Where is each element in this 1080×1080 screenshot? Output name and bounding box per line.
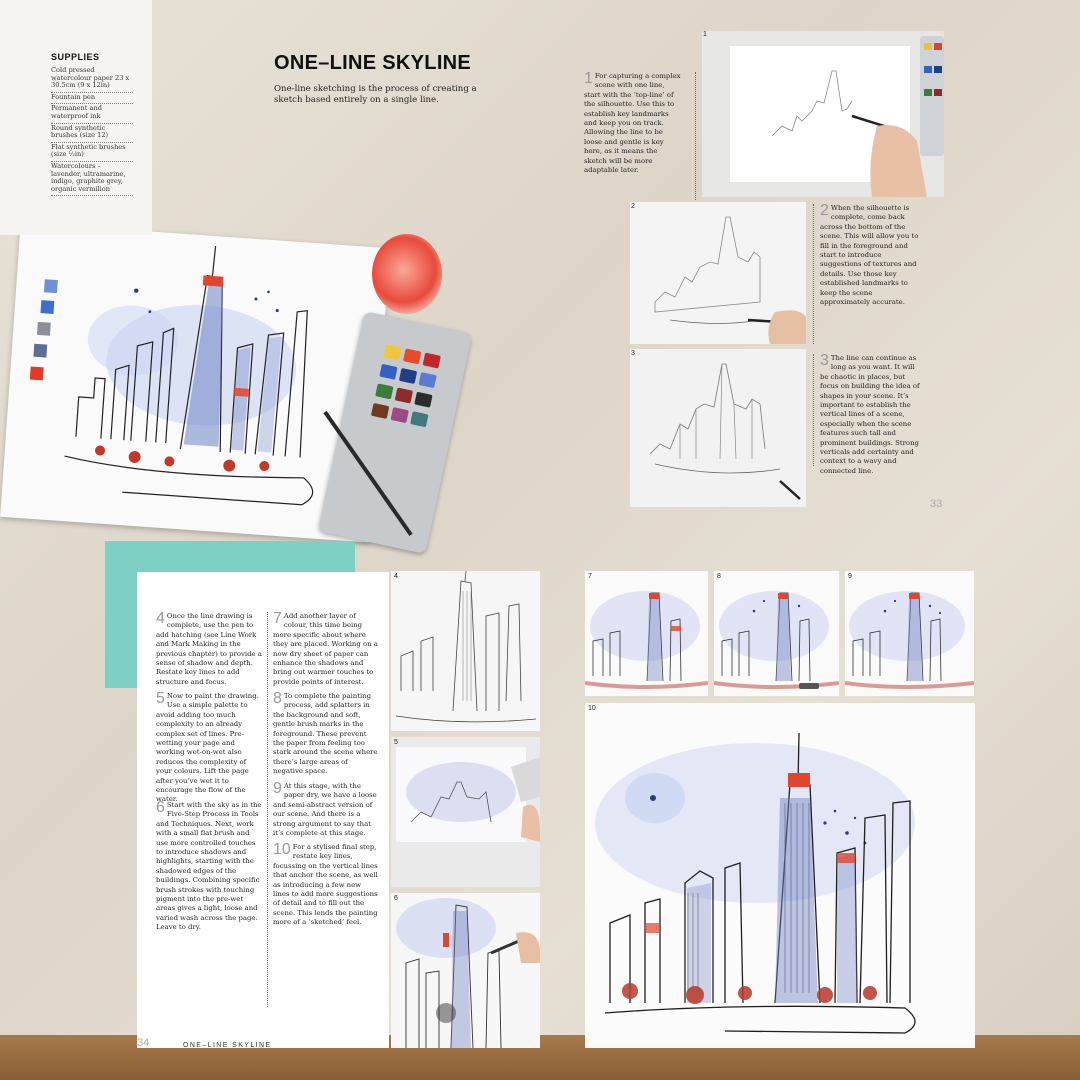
- step-text: Once the line drawing is complete, use the pen to add hatching (see Line Work and Mark Making in the previous chapter) to provide a sense of shadow and depth. Restate key lines to add structure and focus.: [156, 612, 262, 686]
- teal-brush-trail: [250, 541, 360, 573]
- supplies-item: Fountain pen: [51, 93, 133, 105]
- divider: [267, 612, 268, 1007]
- step-9: [273, 782, 379, 838]
- step-text: Add another layer of colour, this time being more specific about where they are placed. Working on a now dry sheet of paper can enhance the shadows and bring out warmer touches to provide points of interest.: [273, 612, 378, 686]
- step-text: Start with the sky as in the Five-Step Process in Tools and Techniques. Next, work with a small flat brush and use more controlled touches to introduce shadows and highlights, starting with the shadowed edges of the buildings. Combining specific brush strokes with touching pigment into the pre-wet areas gives a light, loose and varied wash across the page. Leave to dry.: [156, 801, 262, 932]
- step-text: Now to paint the drawing. Use a simple palette to avoid adding too much complexity to an already complex set of lines. Pre-wetting your page and working wet-on-wet also reduces the complexity of your colours. Lift the page after you’ve wet it to encourage the flow of the water.: [156, 692, 259, 804]
- water-jar: [372, 234, 435, 314]
- step-photo-5: 5: [391, 737, 540, 887]
- supplies-item: Cold pressed watercolour paper 23 x 30.5cm (9 x 12in): [51, 66, 133, 93]
- divider: [813, 354, 814, 466]
- step-4: [156, 612, 262, 687]
- step-number: 9: [273, 780, 282, 797]
- step-number: 1: [584, 70, 593, 87]
- divider: [695, 72, 696, 200]
- page-number-right: 33: [930, 498, 943, 510]
- step-2: [820, 204, 924, 307]
- opening-photo: [0, 0, 435, 540]
- step-number: 5: [156, 690, 165, 707]
- step-8: [273, 692, 379, 777]
- page-number-left: 34: [137, 1037, 150, 1049]
- step-3: [820, 354, 924, 476]
- step-photo-7: 7: [585, 571, 708, 696]
- step-number: 4: [156, 610, 165, 627]
- step-1: [584, 72, 682, 175]
- supplies-item: Permanent and waterproof ink: [51, 104, 133, 123]
- step-text: When the silhouette is complete, come back across the bottom of the scene. This will allow you to fill in the foreground and start to introduce suggestions of textures and details. Use those key established landmarks to keep the scene approximately accurate.: [820, 204, 919, 307]
- step-photo-9: 9: [845, 571, 974, 696]
- step-6: [156, 801, 262, 933]
- step-number: 10: [273, 841, 291, 858]
- step-text: At this stage, with the paper dry, we have a loose and semi-abstract version of our scene. And there is a strong argument to say that it’s complete at this stage.: [273, 782, 377, 838]
- step-number: 2: [820, 202, 829, 219]
- supplies-item: Flat synthetic brushes (size ½in): [51, 143, 133, 162]
- page-title: ONE–LINE SKYLINE: [274, 52, 472, 74]
- step-number: 3: [820, 352, 829, 369]
- step-photo-4: 4: [391, 571, 540, 731]
- supplies-item: Round synthetic brushes (size 12): [51, 124, 133, 143]
- step-photo-3: 3: [630, 349, 806, 507]
- step-number: 8: [273, 690, 282, 707]
- step-photo-6: 6: [391, 893, 540, 1048]
- step-number: 7: [273, 610, 282, 627]
- step-photo-1: 1: [702, 31, 944, 197]
- step-5: [156, 692, 262, 805]
- step-7: [273, 612, 379, 687]
- supplies-heading: SUPPLIES: [51, 52, 100, 62]
- step-text: To complete the painting process, add splatters in the background and soft, gentle brush marks in the foreground. These prevent the paper from feeling too stark around the scene where there’s large areas of negative space.: [273, 692, 378, 776]
- running-footer: ONE–LINE SKYLINE: [183, 1042, 272, 1049]
- divider: [813, 204, 814, 344]
- intro-text: One-line sketching is the process of creating a sketch based entirely on a single line.: [274, 84, 477, 105]
- step-photo-8: 8: [714, 571, 839, 696]
- step-photo-10: 10: [585, 703, 975, 1048]
- step-10: [273, 843, 379, 928]
- step-photo-2: 2: [630, 202, 806, 344]
- step-text: For capturing a complex scene with one line, start with the ‘top-line’ of the silhouette. Use this to establish key landmarks and keep you on track. Allowing the line to be loose and gentle is key here, as it means the sketch will be more adaptable later.: [584, 72, 681, 175]
- step-number: 6: [156, 799, 165, 816]
- supplies-item: Watercolours – lavender, ultramarine, indigo, graphite grey, organic vermilion: [51, 162, 133, 196]
- supplies-list: [51, 66, 152, 196]
- step-text: The line can continue as long as you want. It will be chaotic in places, but focus on building the idea of shapes in your scene. It’s important to establish the vertical lines of a scene, especially when the scene features such tall and prominent buildings. Strong verticals add certainty and context to a wavy and connected line.: [820, 354, 920, 475]
- supplies-box: [0, 0, 152, 235]
- step-text: For a stylised final step, restate key lines, focussing on the vertical lines that anchor the scene, as well as introducing a few new lines to add more suggestions of detail and to fill out the scene. This lends the painting more of a ‘sketched’ feel.: [273, 843, 378, 927]
